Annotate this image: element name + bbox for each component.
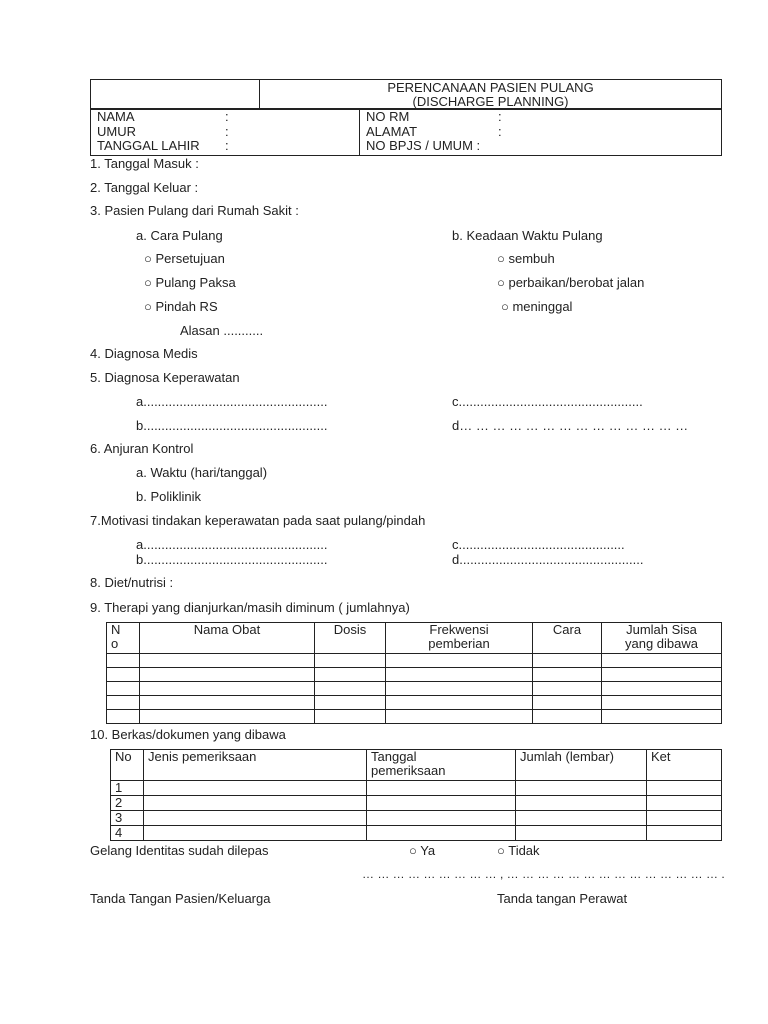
diagnosa-keperawatan: 5. Diagnosa Keperawatan xyxy=(90,370,240,385)
field-no-bpjs: NO BPJS / UMUM : xyxy=(366,138,481,153)
anjuran-poliklinik: b. Poliklinik xyxy=(136,489,202,504)
option-pulang-paksa[interactable]: ○ Pulang Paksa xyxy=(144,275,236,290)
form-title-line1: PERENCANAAN PASIEN PULANG xyxy=(387,80,594,95)
therapy-table xyxy=(106,622,722,724)
motivasi-a[interactable]: a................................................... xyxy=(136,537,328,552)
diet-nutrisi: 8. Diet/nutrisi : xyxy=(90,575,174,590)
option-sembuh[interactable]: ○ sembuh xyxy=(497,251,555,266)
therapy-header-row xyxy=(107,623,722,654)
therapy-row[interactable] xyxy=(107,710,722,724)
therapy-row[interactable] xyxy=(107,654,722,668)
berkas-row[interactable]: 3 xyxy=(111,811,722,826)
motivasi-b[interactable]: b................................................... xyxy=(136,552,328,567)
berkas-heading: 10. Berkas/dokumen yang dibawa xyxy=(90,727,286,742)
form-title xyxy=(260,80,722,110)
col-ket: Ket xyxy=(647,750,722,781)
col-no: No xyxy=(111,750,144,781)
col-no: N o xyxy=(107,623,140,654)
motivasi-d[interactable]: d................................................... xyxy=(452,552,644,567)
field-nama: NAMA : xyxy=(97,109,229,124)
option-persetujuan[interactable]: ○ Persetujuan xyxy=(144,251,225,266)
field-no-rm: NO RM : xyxy=(366,109,502,124)
ttd-perawat: Tanda tangan Perawat xyxy=(497,891,628,906)
option-tidak[interactable]: ○ Tidak xyxy=(497,843,540,858)
header-logo-cell xyxy=(91,80,260,110)
col-tanggal-pemeriksaan: Tanggal pemeriksaan xyxy=(367,750,516,781)
diagnosa-keperawatan-a[interactable]: a................................................... xyxy=(136,394,328,409)
place-date-dots[interactable]: … … … … … … … … … , … … … … … … … … … … … … … … . xyxy=(362,867,725,881)
tanggal-masuk: 1. Tanggal Masuk : xyxy=(90,156,199,171)
keadaan-pulang-heading: b. Keadaan Waktu Pulang xyxy=(452,228,603,243)
diagnosa-keperawatan-b[interactable]: b................................................... xyxy=(136,418,328,433)
therapy-heading: 9. Therapi yang dianjurkan/masih diminum ( jumlahnya) xyxy=(90,600,410,615)
berkas-row[interactable]: 1 xyxy=(111,781,722,796)
field-tanggal-lahir: TANGGAL LAHIR : xyxy=(97,138,229,153)
pasien-pulang-heading: 3. Pasien Pulang dari Rumah Sakit : xyxy=(90,203,299,218)
berkas-header-row xyxy=(111,750,722,781)
option-meninggal[interactable]: ○ meninggal xyxy=(501,299,573,314)
tanggal-keluar: 2. Tanggal Keluar : xyxy=(90,180,199,195)
diagnosa-keperawatan-c[interactable]: c................................................... xyxy=(452,394,643,409)
berkas-row[interactable]: 4 xyxy=(111,826,722,841)
therapy-row[interactable] xyxy=(107,668,722,682)
anjuran-kontrol: 6. Anjuran Kontrol xyxy=(90,441,194,456)
identity-left xyxy=(91,109,360,156)
form-title-line2: (DISCHARGE PLANNING) xyxy=(412,94,569,109)
anjuran-waktu: a. Waktu (hari/tanggal) xyxy=(136,465,268,480)
option-pindah-rs[interactable]: ○ Pindah RS xyxy=(144,299,218,314)
col-jenis-pemeriksaan: Jenis pemeriksaan xyxy=(144,750,367,781)
option-perbaikan[interactable]: ○ perbaikan/berobat jalan xyxy=(497,275,645,290)
berkas-row[interactable]: 2 xyxy=(111,796,722,811)
col-dosis: Dosis xyxy=(315,623,386,654)
option-ya[interactable]: ○ Ya xyxy=(409,843,436,858)
gelang-identitas: Gelang Identitas sudah dilepas xyxy=(90,843,269,858)
diagnosa-keperawatan-d[interactable]: d… … … … … … … … … … … … … … xyxy=(452,418,689,433)
col-jumlah-sisa: Jumlah Sisa yang dibawa xyxy=(602,623,722,654)
field-alamat: ALAMAT : xyxy=(366,123,502,139)
motivasi-heading: 7.Motivasi tindakan keperawatan pada saat pulang/pindah xyxy=(90,513,426,528)
identity-right xyxy=(360,109,722,156)
motivasi-c[interactable]: c.............................................. xyxy=(452,537,625,552)
cara-pulang-heading: a. Cara Pulang xyxy=(136,228,223,243)
col-frekwensi: Frekwensi pemberian xyxy=(386,623,533,654)
therapy-row[interactable] xyxy=(107,682,722,696)
berkas-table xyxy=(110,749,722,841)
alasan-field[interactable]: Alasan ........... xyxy=(180,323,264,338)
ttd-pasien: Tanda Tangan Pasien/Keluarga xyxy=(90,891,271,906)
col-cara: Cara xyxy=(533,623,602,654)
col-nama-obat: Nama Obat xyxy=(140,623,315,654)
patient-identity-table xyxy=(90,108,722,156)
diagnosa-medis: 4. Diagnosa Medis xyxy=(90,346,198,361)
col-jumlah-lembar: Jumlah (lembar) xyxy=(516,750,647,781)
therapy-row[interactable] xyxy=(107,696,722,710)
header-table xyxy=(90,79,722,110)
field-umur: UMUR : xyxy=(97,123,229,139)
